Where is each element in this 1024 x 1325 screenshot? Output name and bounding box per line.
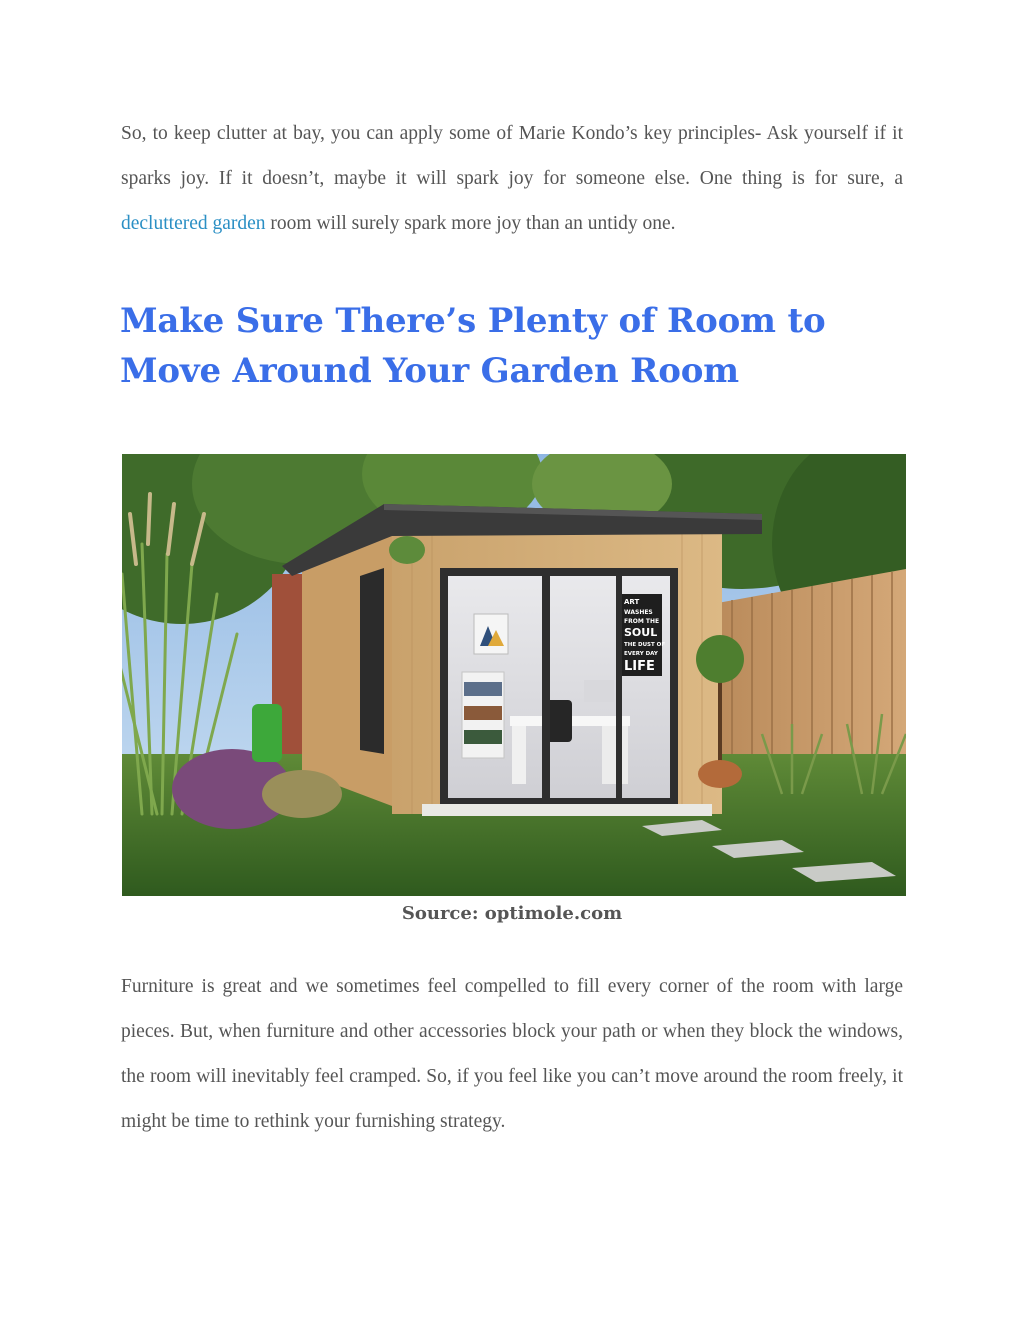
section-heading: Make Sure There’s Plenty of Room to Move Around Your Garden Room (120, 301, 826, 391)
hanging-plant (389, 536, 425, 564)
image-caption: Source: optimole.com (401, 903, 623, 924)
bookshelf (462, 672, 504, 758)
triangle-art (474, 614, 508, 654)
intro-paragraph (121, 111, 903, 246)
poster-line-4: SOUL (624, 626, 658, 639)
poster-line-3: FROM THE (624, 618, 660, 625)
intro-text-after-link: room will surely spark more joy than an untidy one. (265, 213, 676, 234)
furniture-paragraph: Furniture is great and we sometimes feel compelled to fill every corner of the room with large pieces. But, when furniture and other accessories block your path or when they block the windows, the room will inevitably feel cramped. So, if you feel like you can’t move around the room freely, it might be time to rethink your furnishing strategy. (121, 976, 903, 1132)
poster-line-6: EVERY DAY (624, 651, 658, 657)
pebble-border (422, 804, 712, 816)
garden-room-photo (122, 454, 906, 896)
poster-line-5: THE DUST OF (624, 642, 666, 648)
intro-text-before-link: So, to keep clutter at bay, you can apply some of Marie Kondo’s key principles- Ask yourself if it sparks joy. If it doesn’t, maybe it will spark joy for someone else. One thing is for sure, a (121, 123, 903, 189)
poster-line-7: LIFE (624, 659, 655, 674)
poster-line-1: ART (624, 598, 640, 606)
decluttered-garden-link[interactable]: decluttered garden (121, 213, 266, 234)
poster-line-2: WASHES (624, 609, 653, 616)
water-butt (252, 704, 282, 762)
garden-room-building (282, 504, 762, 816)
